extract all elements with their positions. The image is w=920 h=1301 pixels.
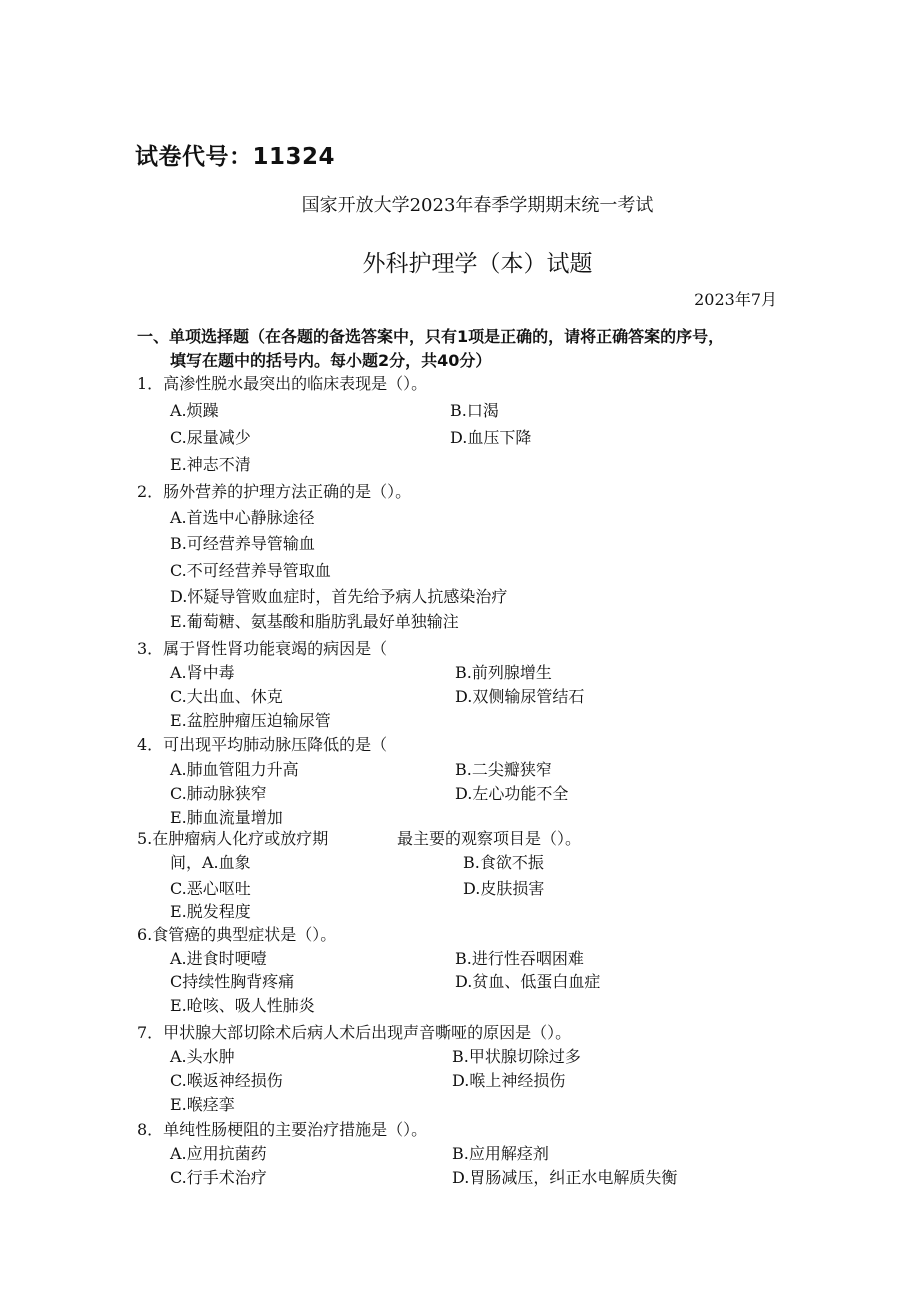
option: E.葡萄糖、氨基酸和脂肪乳最好单独输注 [170, 612, 459, 631]
option: C.喉返神经损伤 [170, 1071, 283, 1090]
option: A.烦躁 [170, 401, 219, 420]
section-heading-cont: 填写在题中的括号内。每小题2分，共40分） [170, 351, 492, 370]
option: B.食欲不振 [463, 853, 544, 872]
option: B.甲状腺切除过多 [452, 1047, 581, 1066]
option: D.皮肤损害 [463, 879, 545, 898]
option: B.二尖瓣狭窄 [455, 760, 552, 779]
option: C.大出血、休克 [170, 687, 283, 706]
option: E.呛咳、吸人性肺炎 [170, 996, 315, 1015]
option: C.尿量减少 [170, 428, 251, 447]
question-stem: 7．甲状腺大部切除术后病人术后出现声音嘶哑的原因是（）。 [137, 1023, 572, 1042]
exam-name: 国家开放大学2023年春季学期期末统一考试 [301, 195, 654, 216]
option: B.可经营养导管输血 [170, 534, 315, 553]
option: C.肺动脉狭窄 [170, 784, 267, 803]
option: E.脱发程度 [170, 902, 251, 921]
option: A.应用抗菌药 [170, 1144, 267, 1163]
option: B.应用解痉剂 [452, 1144, 549, 1163]
option: B.口渴 [450, 401, 499, 420]
option: E.喉痉挛 [170, 1095, 235, 1114]
exam-date: 2023年7月 [694, 290, 777, 309]
option: D.贫血、低蛋白血症 [455, 972, 601, 991]
option: D.胃肠减压，纠正水电解质失衡 [452, 1168, 678, 1187]
option: A.首选中心静脉途径 [170, 508, 315, 527]
paper-code: 试卷代号：11324 [135, 144, 336, 170]
paper-title: 外科护理学（本）试题 [362, 251, 593, 277]
option: A.进食时哽噎 [170, 949, 267, 968]
option: D.双侧输尿管结石 [455, 687, 585, 706]
option: B.前列腺增生 [455, 663, 552, 682]
option: E.肺血流量增加 [170, 808, 283, 827]
question-stem: 3．属于肾性肾功能衰竭的病因是（ [137, 639, 388, 658]
option: E.盆腔肿瘤压迫输尿管 [170, 711, 331, 730]
question-stem: 5.在肿瘤病人化疗或放疗期 [137, 829, 329, 848]
question-stem: 1．高渗性脱水最突出的临床表现是（）。 [137, 374, 428, 393]
option: A.头水肿 [170, 1047, 235, 1066]
question-stem: 8．单纯性肠梗阻的主要治疗措施是（）。 [137, 1120, 428, 1139]
option: E.神志不清 [170, 455, 251, 474]
question-stem: 6.食管癌的典型症状是（）。 [137, 925, 337, 944]
section-heading: 一、单项选择题（在各题的备选答案中，只有1项是正确的，请将正确答案的序号， [137, 327, 725, 346]
option: C.不可经营养导管取血 [170, 561, 331, 580]
option: A.肺血管阻力升高 [170, 760, 299, 779]
option: D.喉上神经损伤 [452, 1071, 566, 1090]
option: C.恶心呕吐 [170, 879, 251, 898]
option: D.血压下降 [450, 428, 532, 447]
option: C持续性胸背疼痛 [170, 972, 295, 991]
question-stem: 4．可出现平均肺动脉压降低的是（ [137, 735, 388, 754]
option: 间，A.血象 [170, 853, 251, 872]
question-stem: 2．肠外营养的护理方法正确的是（）。 [137, 482, 412, 501]
option: B.进行性吞咽困难 [455, 949, 584, 968]
question-stem-cont: 最主要的观察项目是（）。 [397, 829, 582, 848]
option: D.左心功能不全 [455, 784, 569, 803]
option: D.怀疑导管败血症时，首先给予病人抗感染治疗 [170, 587, 508, 606]
option: C.行手术治疗 [170, 1168, 267, 1187]
option: A.肾中毒 [170, 663, 235, 682]
